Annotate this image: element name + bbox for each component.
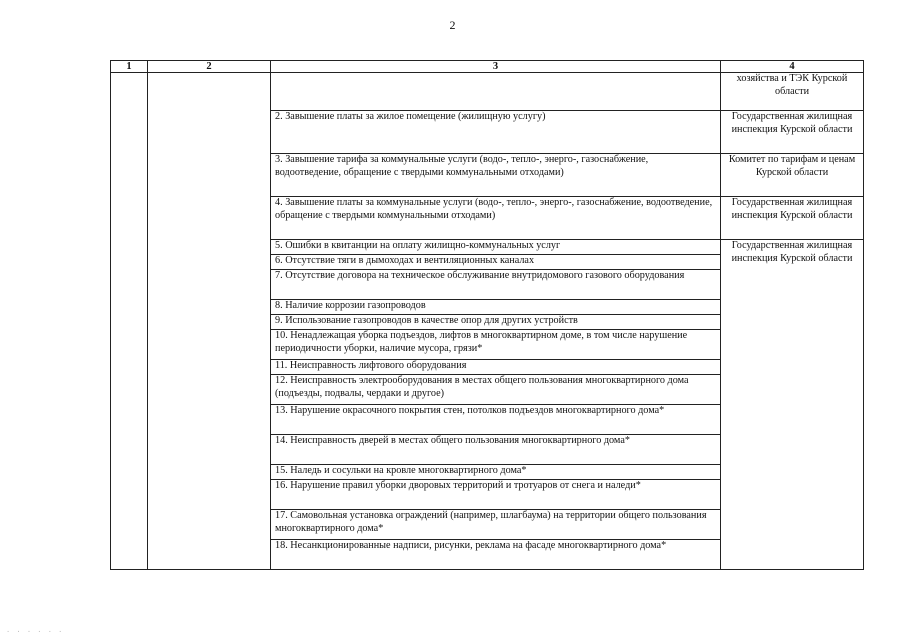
item-text: 2. Завышение платы за жилое помещение (жилищную услугу) [271, 111, 721, 154]
scan-footer-mark: · · · · · · [6, 628, 64, 636]
item-text [271, 73, 721, 111]
item-text: 14. Неисправность дверей в местах общего пользования многоквартирного дома* [271, 435, 721, 465]
responsible-body: Государственная жилищная инспекция Курской области [721, 111, 864, 154]
item-text: 18. Несанкционированные надписи, рисунки, реклама на фасаде многоквартирного дома* [271, 540, 721, 570]
complaints-table [110, 60, 864, 570]
column-2-cell [148, 73, 271, 570]
item-text: 11. Неисправность лифтового оборудования [271, 360, 721, 375]
item-text: 8. Наличие коррозии газопроводов [271, 300, 721, 315]
item-text: 16. Нарушение правил уборки дворовых территорий и тротуаров от снега и наледи* [271, 480, 721, 510]
item-text: 12. Неисправность электрооборудования в местах общего пользования многоквартирного дома (подъезды, подвалы, чердаки и другое) [271, 375, 721, 405]
item-text: 6. Отсутствие тяги в дымоходах и вентиляционных каналах [271, 255, 721, 270]
table-row [111, 73, 864, 111]
item-text: 17. Самовольная установка ограждений (например, шлагбаума) на территории общего пользования многоквартирного дома* [271, 510, 721, 540]
item-text: 9. Использование газопроводов в качестве опор для других устройств [271, 315, 721, 330]
responsible-body: Государственная жилищная инспекция Курской области [721, 240, 864, 570]
item-text: 5. Ошибки в квитанции на оплату жилищно-коммунальных услуг [271, 240, 721, 255]
item-text: 3. Завышение тарифа за коммунальные услуги (водо-, тепло-, энерго-, газоснабжение, водоотведение, обращение с твердыми коммунальными отходами) [271, 154, 721, 197]
column-header-1: 1 [111, 61, 148, 73]
item-text: 7. Отсутствие договора на техническое обслуживание внутридомового газового оборудования [271, 270, 721, 300]
column-header-2: 2 [148, 61, 271, 73]
responsible-body: Комитет по тарифам и ценам Курской области [721, 154, 864, 197]
table-header-row [111, 61, 864, 73]
column-header-3: 3 [271, 61, 721, 73]
column-1-cell [111, 73, 148, 570]
responsible-body: хозяйства и ТЭК Курской области [721, 73, 864, 111]
page-number: 2 [449, 18, 456, 32]
item-text: 4. Завышение платы за коммунальные услуги (водо-, тепло-, энерго-, газоснабжение, водоотведение, обращение с твердыми коммунальными отходами) [271, 197, 721, 240]
responsible-body: Государственная жилищная инспекция Курской области [721, 197, 864, 240]
item-text: 15. Наледь и сосульки на кровле многоквартирного дома* [271, 465, 721, 480]
column-header-4: 4 [721, 61, 864, 73]
item-text: 10. Ненадлежащая уборка подъездов, лифтов в многоквартирном доме, в том числе нарушение периодичности уборки, наличие мусора, грязи* [271, 330, 721, 360]
item-text: 13. Нарушение окрасочного покрытия стен, потолков подъездов многоквартирного дома* [271, 405, 721, 435]
